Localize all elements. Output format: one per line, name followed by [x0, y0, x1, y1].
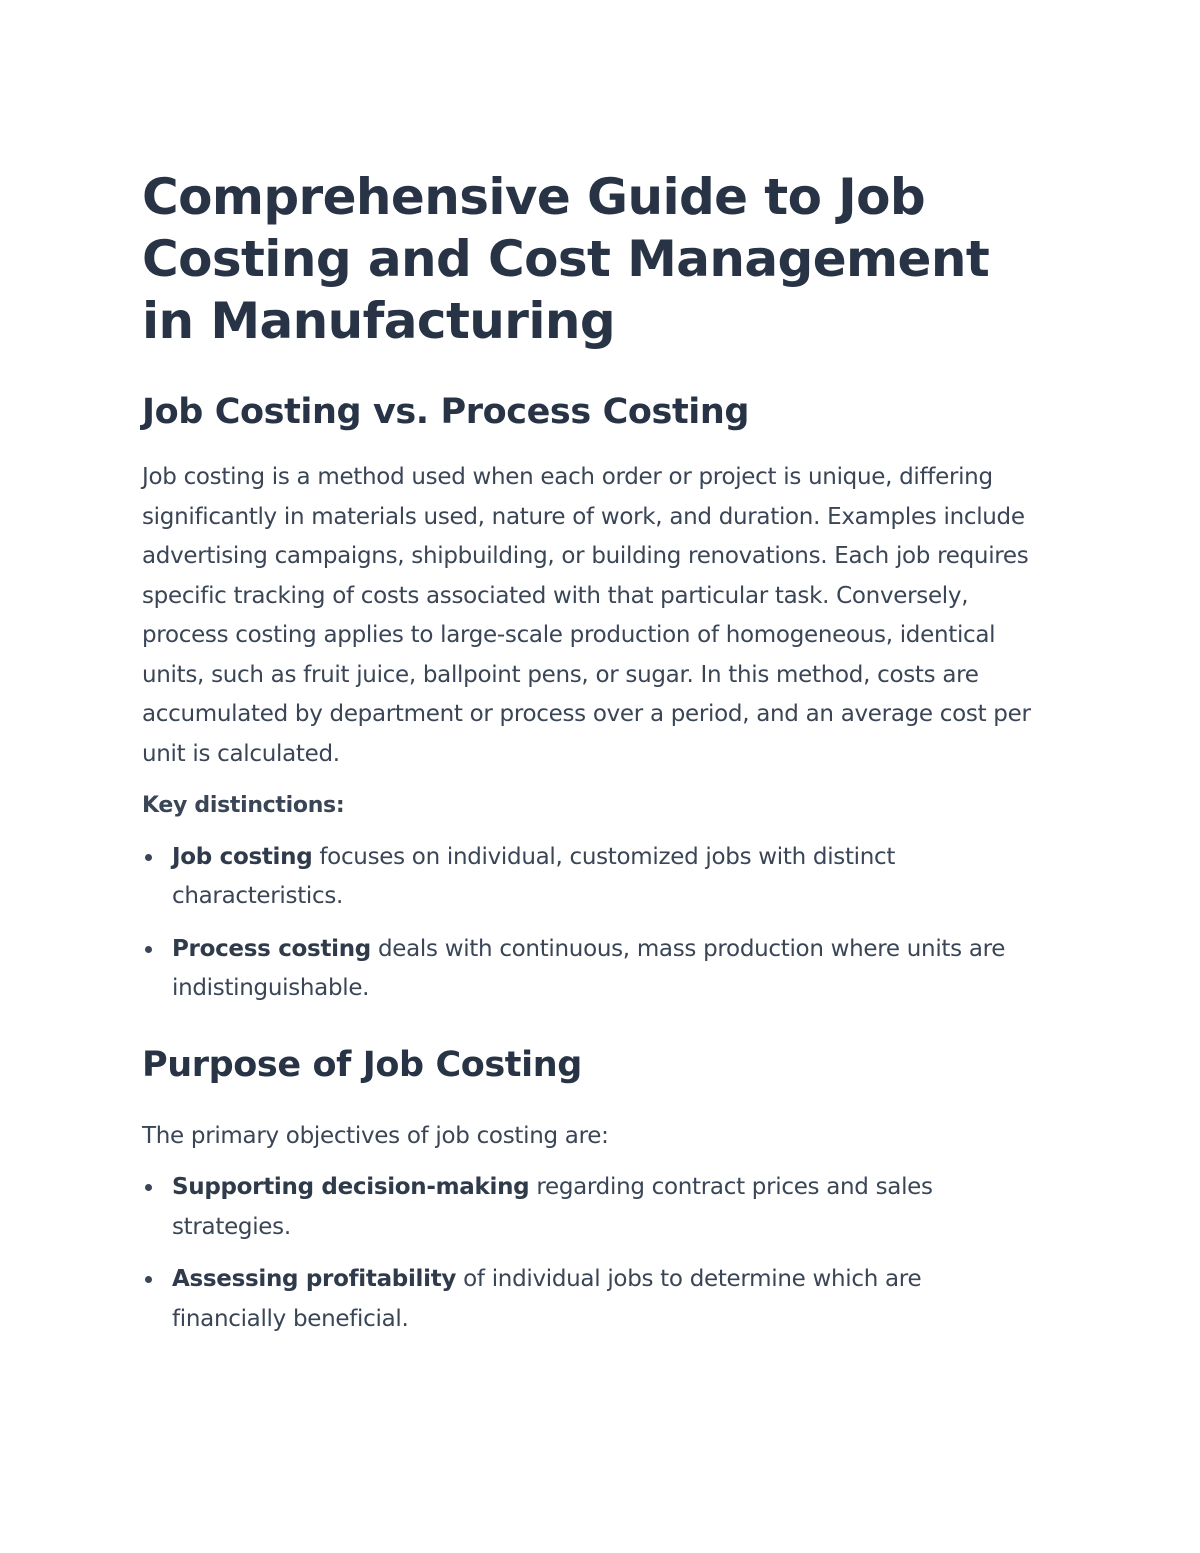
bullet-icon — [145, 1184, 152, 1191]
list-item-text: regarding contract prices and sales strategies. — [172, 1174, 933, 1240]
section-paragraph-job-vs-process: Job costing is a method used when each order or project is unique, differing significantly in materials used, nature of work, and duration. Examples include advertising campaigns, shipbuilding, or building renovations. Each job requires specific tracking of costs associated with that particular task. Conversely, process costing applies to large-scale production of homogeneous, identical units, such as fruit juice, ballpoint pens, or sugar. In this method, costs are accumulated by department or process over a period, and an average cost per unit is calculated. — [142, 464, 1031, 767]
bullet-icon — [145, 854, 152, 861]
list-item-text: focuses on individual, customized jobs with distinct characteristics. — [172, 843, 896, 909]
document-title: Comprehensive Guide to Job Costing and Cost Management in Manufacturing — [142, 168, 990, 350]
list-item-term: Job costing — [172, 843, 313, 870]
key-distinctions-label: Key distinctions: — [142, 793, 345, 818]
list-item-term: Supporting decision-making — [172, 1174, 530, 1200]
purpose-list — [142, 1168, 1042, 1339]
list-item — [142, 1168, 1042, 1247]
list-item — [142, 1260, 1042, 1339]
section-heading-job-vs-process: Job Costing vs. Process Costing — [142, 392, 750, 432]
list-item-term: Assessing profitability — [172, 1266, 457, 1292]
section-heading-purpose: Purpose of Job Costing — [142, 1044, 582, 1085]
list-item-text: of individual jobs to determine which are financially beneficial. — [172, 1266, 922, 1332]
list-item — [142, 930, 1042, 1009]
list-item — [142, 838, 1042, 917]
key-distinctions-list — [142, 838, 1042, 1009]
list-item-text: deals with continuous, mass production where units are indistinguishable. — [172, 935, 1006, 1001]
bullet-icon — [145, 946, 152, 953]
list-item-term: Process costing — [172, 935, 371, 962]
bullet-icon — [145, 1276, 152, 1283]
document-page — [142, 166, 1042, 1352]
purpose-intro: The primary objectives of job costing are: — [142, 1122, 609, 1149]
